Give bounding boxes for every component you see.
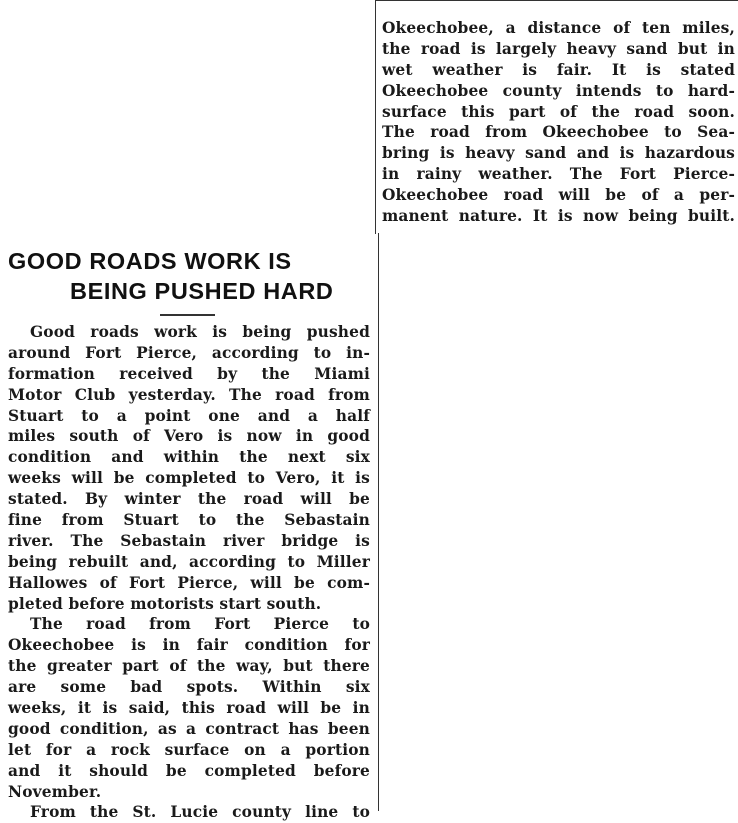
text-line: are some bad spots. Within six: [8, 678, 370, 697]
text-line: and it should be completed before: [8, 761, 370, 780]
text-line: bring is heavy sand and is hazardous: [382, 144, 735, 163]
text-line: Hallowes of Fort Pierce, will be com-: [8, 573, 370, 592]
text-line: weeks will be completed to Vero, it is: [8, 469, 370, 488]
text-line: good condition, as a contract has been: [8, 719, 370, 738]
text-line: miles south of Vero is now in good: [8, 427, 370, 446]
text-line: formation received by the Miami: [8, 364, 370, 383]
text-line: stated. By winter the road will be: [8, 490, 370, 509]
text-line: Good roads work is being pushed: [30, 323, 370, 341]
text-line: being rebuilt and, according to Miller: [8, 552, 370, 571]
text-line: November.: [8, 782, 102, 801]
article-body: [8, 322, 370, 823]
continuation-column: [382, 18, 735, 227]
text-line: Motor Club yesterday. The road from: [8, 385, 370, 404]
text-line: The road from Fort Pierce to: [30, 615, 370, 634]
text-line: weeks, it is said, this road will be in: [8, 699, 370, 718]
text-line: river. The Sebastain river bridge is: [8, 531, 370, 550]
article-headline-line1: GOOD ROADS WORK IS: [8, 248, 292, 274]
text-line: let for a rock surface on a portion: [8, 740, 370, 759]
text-line: From the St. Lucie county line to: [30, 803, 370, 822]
text-line: Okeechobee is in fair condition for: [8, 636, 370, 655]
text-line: Okeechobee county intends to hard-: [382, 81, 735, 100]
text-line: around Fort Pierce, according to in-: [8, 343, 370, 362]
text-line: Okeechobee, a distance of ten miles,: [382, 19, 735, 37]
text-line: the greater part of the way, but there: [8, 657, 370, 676]
text-line: The road from Okeechobee to Sea-: [382, 123, 735, 142]
text-line: Stuart to a point one and a half: [8, 406, 370, 425]
headline-divider: [160, 314, 215, 316]
text-line: in rainy weather. The Fort Pierce-: [382, 165, 735, 184]
text-line: Okeechobee road will be of a per-: [382, 186, 735, 205]
text-line: wet weather is fair. It is stated: [382, 60, 735, 79]
text-line: pleted before motorists start south.: [8, 594, 322, 613]
article-headline-line2: BEING PUSHED HARD: [70, 278, 334, 304]
text-line: manent nature. It is now being built.: [382, 207, 735, 226]
text-line: surface this part of the road soon.: [382, 102, 735, 121]
text-line: fine from Stuart to the Sebastain: [8, 511, 370, 530]
text-line: condition and within the next six: [8, 448, 370, 467]
text-line: the road is largely heavy sand but in: [382, 39, 735, 58]
